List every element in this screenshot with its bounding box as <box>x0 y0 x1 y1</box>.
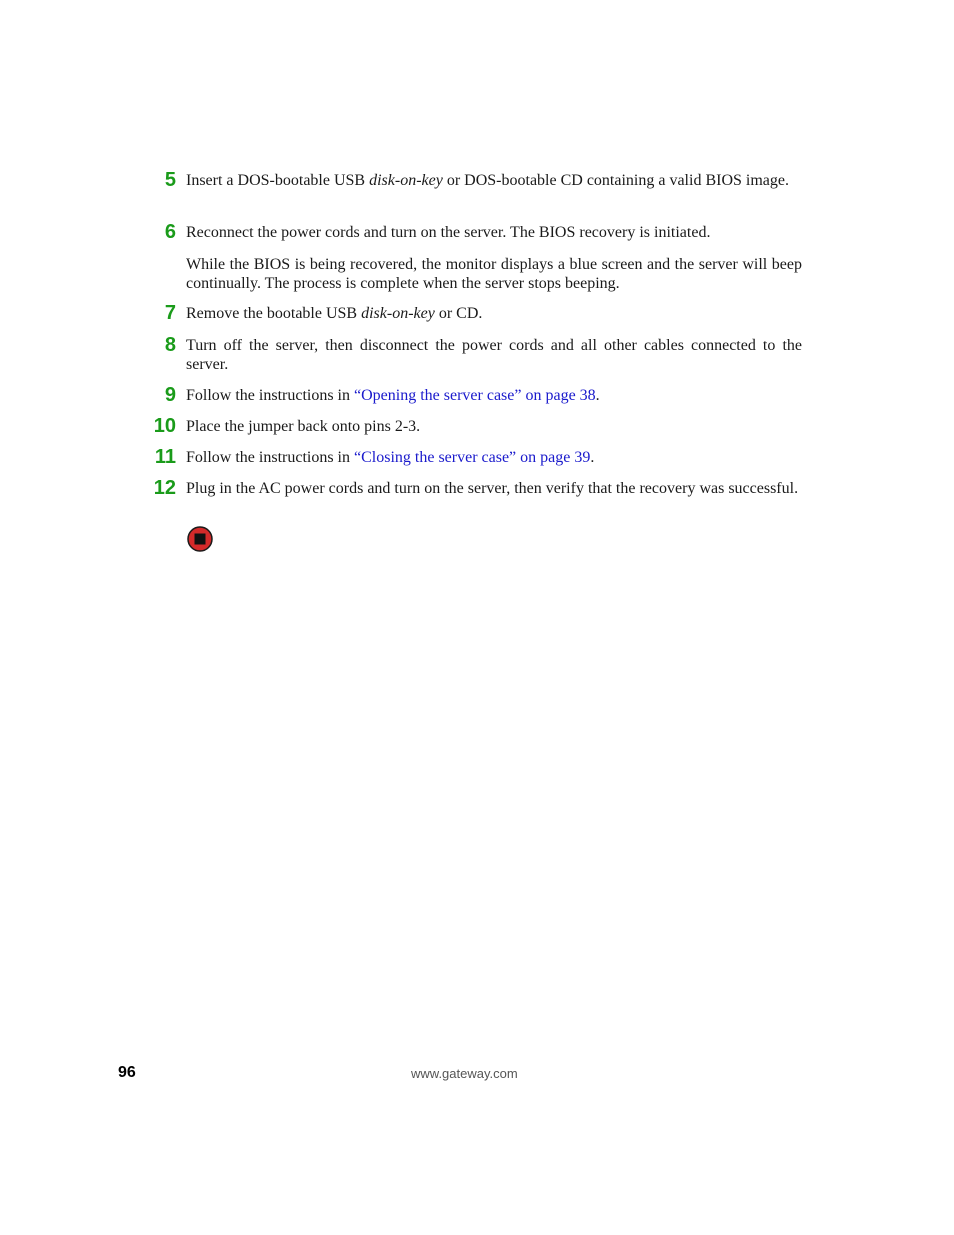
step-text: Remove the bootable USB disk-on-key or CD. <box>186 305 483 322</box>
stop-icon <box>187 526 213 552</box>
step-text: Plug in the AC power cords and turn on the server, then verify that the recovery was successful. <box>186 480 799 497</box>
step-text: Follow the instructions in “Closing the server case” on page 39. <box>186 449 595 466</box>
page-number: 96 <box>118 1064 136 1081</box>
step-number: 5 <box>164 169 176 191</box>
step-number: 8 <box>164 334 176 356</box>
step-note: While the BIOS is being recovered, the monitor displays a blue screen and the server will beep continually. The process is complete when the server stops beeping. <box>186 256 802 292</box>
closing-server-case-link[interactable]: “Closing the server case” on page 39 <box>354 449 591 466</box>
footer-url: www.gateway.com <box>411 1066 518 1081</box>
step-number: 12 <box>153 477 176 499</box>
step-number: 9 <box>164 384 176 406</box>
step-number: 7 <box>164 302 176 324</box>
step-text: Insert a DOS-bootable USB disk-on-key or DOS-bootable CD containing a valid BIOS image. <box>186 172 789 189</box>
step-text: Follow the instructions in “Opening the server case” on page 38. <box>186 387 600 404</box>
emphasis: disk-on-key <box>369 172 443 189</box>
step-number: 11 <box>154 446 176 468</box>
step-number: 10 <box>153 415 176 437</box>
emphasis: disk-on-key <box>361 305 435 322</box>
step-text: Place the jumper back onto pins 2-3. <box>186 418 421 435</box>
step-number: 6 <box>164 221 176 243</box>
step-text: Turn off the server, then disconnect the power cords and all other cables connected to the server. <box>186 337 802 373</box>
opening-server-case-link[interactable]: “Opening the server case” on page 38 <box>354 387 596 404</box>
step-text: Reconnect the power cords and turn on the server. The BIOS recovery is initiated. <box>186 224 711 241</box>
